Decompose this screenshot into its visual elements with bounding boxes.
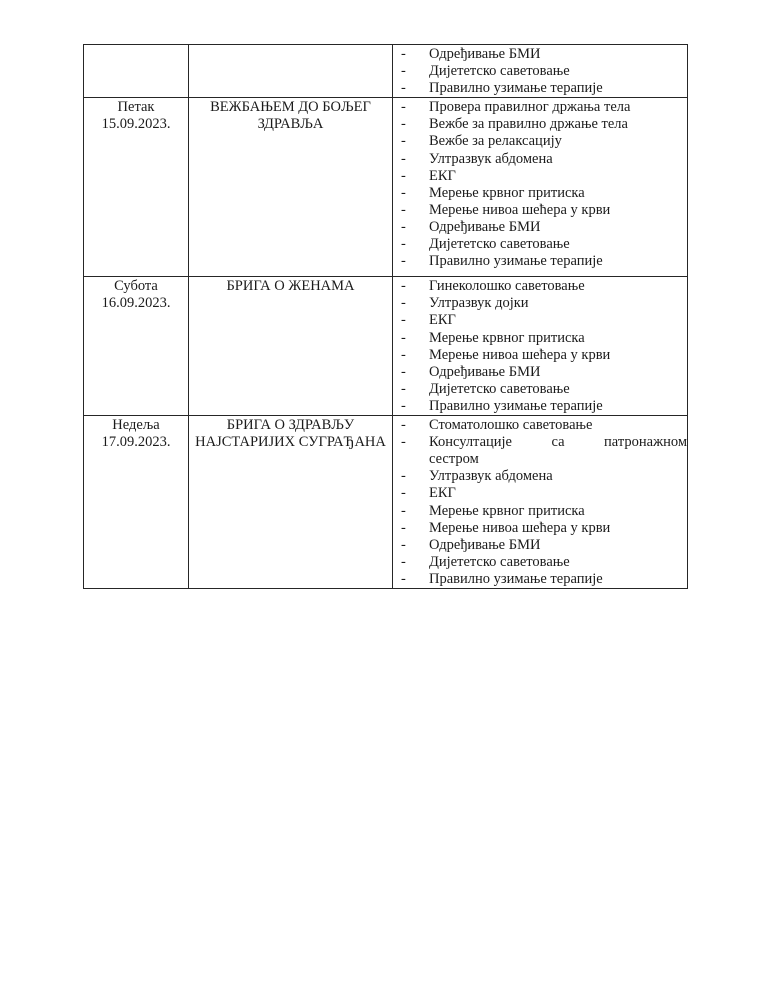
activity-text: Мерење крвног притиска xyxy=(429,329,585,346)
title-cell xyxy=(189,45,393,98)
row-title-line: БРИГА О ЗДРАВЉУ xyxy=(226,417,355,434)
day-name: Петак xyxy=(117,99,155,116)
activity-item xyxy=(393,253,687,270)
activity-text: Правилно узимање терапије xyxy=(429,80,603,97)
bullet-dash: - xyxy=(401,150,406,167)
bullet-dash: - xyxy=(401,397,406,414)
activity-text: Вежбе за релаксацију xyxy=(429,133,562,150)
activity-item xyxy=(393,364,687,381)
activity-item xyxy=(393,99,687,116)
schedule-table xyxy=(83,44,688,589)
activity-text: Мерење нивоа шећера у крви xyxy=(429,201,611,218)
activity-text-line: сестром xyxy=(429,451,479,468)
activity-item xyxy=(393,398,687,415)
bullet-dash: - xyxy=(401,201,406,218)
schedule-table-body xyxy=(84,45,688,589)
title-cell xyxy=(189,277,393,416)
activity-text: Провера правилног држања тела xyxy=(429,99,631,116)
activity-text: Ултразвук абдомена xyxy=(429,150,553,167)
table-row xyxy=(84,98,688,277)
activity-text: Мерење крвног притиска xyxy=(429,184,585,201)
bullet-dash: - xyxy=(401,536,406,553)
activity-text: Ултразвук абдомена xyxy=(429,468,553,485)
row-title-line: НАЈСТАРИЈИХ СУГРАЂАНА xyxy=(195,434,386,451)
activity-item xyxy=(393,46,687,63)
activity-item xyxy=(393,80,687,97)
bullet-dash: - xyxy=(401,80,406,97)
activity-item xyxy=(393,236,687,253)
activity-item xyxy=(393,330,687,347)
bullet-dash: - xyxy=(401,99,406,116)
day-cell xyxy=(84,98,189,277)
row-title-line: ЗДРАВЉА xyxy=(257,116,324,133)
bullet-dash: - xyxy=(401,278,406,295)
activity-item xyxy=(393,485,687,502)
day-date: 15.09.2023. xyxy=(101,116,171,133)
bullet-dash: - xyxy=(401,329,406,346)
activity-text: Вежбе за правилно држање тела xyxy=(429,116,628,133)
activity-item xyxy=(393,537,687,554)
bullet-dash: - xyxy=(401,312,406,329)
activity-text: Одређивање БМИ xyxy=(429,536,541,553)
activities-cell xyxy=(393,98,688,277)
activity-text: Гинеколошко саветовање xyxy=(429,278,585,295)
bullet-dash: - xyxy=(401,218,406,235)
activity-text: ЕКГ xyxy=(429,167,456,184)
activity-text: Дијететско саветовање xyxy=(429,380,570,397)
activity-text: Мерење нивоа шећера у крви xyxy=(429,346,611,363)
bullet-dash: - xyxy=(401,434,406,451)
activity-item xyxy=(393,151,687,168)
activity-item xyxy=(393,63,687,80)
day-name: Субота xyxy=(114,278,158,295)
activity-item xyxy=(393,554,687,571)
bullet-dash: - xyxy=(401,363,406,380)
title-cell xyxy=(189,98,393,277)
activity-text-line: Консултације са патронажном xyxy=(429,434,687,451)
activity-text: ЕКГ xyxy=(429,485,456,502)
activities-cell xyxy=(393,45,688,98)
day-date: 17.09.2023. xyxy=(101,434,171,451)
activity-text: Стоматолошко саветовање xyxy=(429,417,593,434)
activity-text: Правилно узимање терапије xyxy=(429,253,603,270)
activity-item xyxy=(393,468,687,485)
day-name: Недеља xyxy=(112,417,160,434)
activity-text: Одређивање БМИ xyxy=(429,218,541,235)
day-cell xyxy=(84,45,189,98)
activity-item xyxy=(393,278,687,295)
activity-item xyxy=(393,381,687,398)
activity-item xyxy=(393,202,687,219)
bullet-dash: - xyxy=(401,380,406,397)
day-date: 16.09.2023. xyxy=(101,295,171,312)
activity-item xyxy=(393,295,687,312)
activity-text xyxy=(429,434,687,468)
activity-item xyxy=(393,116,687,133)
bullet-dash: - xyxy=(401,253,406,270)
activities-cell xyxy=(393,277,688,416)
bullet-dash: - xyxy=(401,485,406,502)
activity-item xyxy=(393,219,687,236)
row-title-line: ВЕЖБАЊЕМ ДО БОЉЕГ xyxy=(210,99,371,116)
title-cell xyxy=(189,416,393,589)
activity-text: Правилно узимање терапије xyxy=(429,397,603,414)
day-cell xyxy=(84,277,189,416)
bullet-dash: - xyxy=(401,519,406,536)
bullet-dash: - xyxy=(401,236,406,253)
bullet-dash: - xyxy=(401,133,406,150)
activity-text: Дијететско саветовање xyxy=(429,63,570,80)
bullet-dash: - xyxy=(401,468,406,485)
bullet-dash: - xyxy=(401,167,406,184)
activity-text: Правилно узимање терапије xyxy=(429,570,603,587)
activities-cell xyxy=(393,416,688,589)
activity-item xyxy=(393,168,687,185)
bullet-dash: - xyxy=(401,346,406,363)
activity-item xyxy=(393,347,687,364)
bullet-dash: - xyxy=(401,63,406,80)
bullet-dash: - xyxy=(401,295,406,312)
activity-text: Мерење нивоа шећера у крви xyxy=(429,519,611,536)
activity-text: Мерење крвног притиска xyxy=(429,502,585,519)
table-row xyxy=(84,416,688,589)
activity-item xyxy=(393,133,687,150)
activity-item xyxy=(393,434,687,468)
row-title-line: БРИГА О ЖЕНАМА xyxy=(226,278,355,295)
activity-text: Дијететско саветовање xyxy=(429,553,570,570)
bullet-dash: - xyxy=(401,46,406,62)
day-cell xyxy=(84,416,189,589)
activity-item xyxy=(393,185,687,202)
activity-text: Одређивање БМИ xyxy=(429,363,541,380)
bullet-dash: - xyxy=(401,184,406,201)
activity-item xyxy=(393,571,687,588)
activity-text: Дијететско саветовање xyxy=(429,236,570,253)
activity-item xyxy=(393,312,687,329)
bullet-dash: - xyxy=(401,570,406,587)
bullet-dash: - xyxy=(401,116,406,133)
activity-text: ЕКГ xyxy=(429,312,456,329)
activity-text: Ултразвук дојки xyxy=(429,295,529,312)
bullet-dash: - xyxy=(401,553,406,570)
bullet-dash: - xyxy=(401,502,406,519)
table-row xyxy=(84,45,688,98)
activity-item xyxy=(393,520,687,537)
table-row xyxy=(84,277,688,416)
bullet-dash: - xyxy=(401,417,406,434)
activity-text: Одређивање БМИ xyxy=(429,46,541,62)
activity-item xyxy=(393,503,687,520)
activity-item xyxy=(393,417,687,434)
